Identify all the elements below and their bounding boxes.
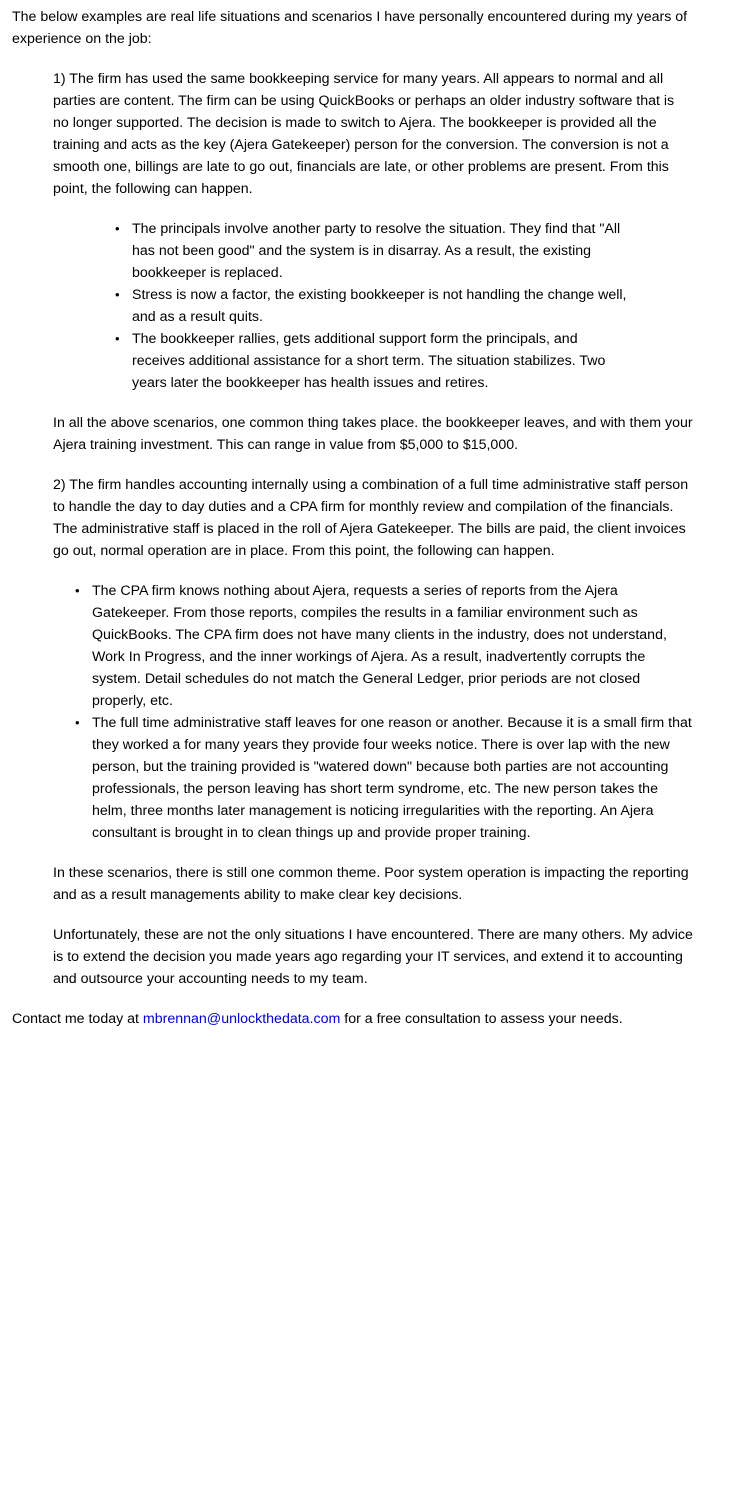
scenario-1-conclusion: In all the above scenarios, one common thing takes place. the bookkeeper leaves, and with them your Ajera training investment. This can range in value from $5,000 to $15,000. bbox=[53, 415, 693, 453]
email-link[interactable]: mbrennan@unlockthedata.com bbox=[142, 1011, 341, 1027]
advice-paragraph: Unfortunately, these are not the only situations I have encountered. There are many others. My advice is to extend the decision you made years ago regarding your IT services, and extend it to accounting and outsource your accounting needs to my team. bbox=[53, 927, 693, 987]
scenario-1-bullet-list bbox=[115, 218, 632, 394]
intro-paragraph: The below examples are real life situations and scenarios I have personally encountered during my years of experience on the job: bbox=[12, 9, 688, 47]
list-item: • The principals involve another party to resolve the situation. They find that "All has not been good" and the system is in disarray. As a result, the existing bookkeeper is replaced. bbox=[132, 218, 632, 284]
bullet-icon: • bbox=[115, 331, 120, 346]
bullet-icon: • bbox=[115, 221, 120, 236]
bullet-icon: • bbox=[75, 715, 80, 730]
list-item: • The bookkeeper rallies, gets additional support form the principals, and receives additional assistance for a short term. The situation stabilizes. Two years later the bookkeeper has health issues and retires. bbox=[132, 328, 632, 394]
document-body bbox=[12, 6, 734, 1030]
list-item: • The full time administrative staff leaves for one reason or another. Because it is a small firm that they worked a for many years they provide four weeks notice. There is over lap with the new person, but the training provided is "watered down" because both parties are not accounting professionals, the person leaving has short term syndrome, etc. The new person takes the helm, three months later management is noticing irregularities with the reporting. An Ajera consultant is brought in to clean things up and provide proper training. bbox=[92, 712, 692, 844]
bullet-icon: • bbox=[115, 287, 120, 302]
scenario-2-bullet-list bbox=[75, 580, 692, 844]
list-item: • The CPA firm knows nothing about Ajera, requests a series of reports from the Ajera Gatekeeper. From those reports, compiles the results in a familiar environment such as QuickBooks. The CPA firm does not have many clients in the industry, does not understand, Work In Progress, and the inner workings of Ajera. As a result, inadvertently corrupts the system. Detail schedules do not match the General Ledger, prior periods are not closed properly, etc. bbox=[92, 580, 692, 712]
scenario-2-paragraph: 2) The firm handles accounting internally using a combination of a full time administrative staff person to handle the day to day duties and a CPA firm for monthly review and compilation of the financials. The administrative staff is placed in the roll of Ajera Gatekeeper. The bills are paid, the client invoices go out, normal operation are in place. From this point, the following can happen. bbox=[53, 477, 689, 559]
list-item: • Stress is now a factor, the existing bookkeeper is not handling the change well, and as a result quits. bbox=[132, 284, 632, 328]
contact-line: Contact me today at mbrennan@unlockthedata.com for a free consultation to assess your needs. bbox=[12, 1011, 623, 1027]
bullet-icon: • bbox=[75, 583, 80, 598]
scenario-2-conclusion: In these scenarios, there is still one common theme. Poor system operation is impacting the reporting and as a result managements ability to make clear key decisions. bbox=[53, 865, 689, 903]
scenario-1-paragraph: 1) The firm has used the same bookkeeping service for many years. All appears to normal and all parties are content. The firm can be using QuickBooks or perhaps an older industry software that is no longer supported. The decision is made to switch to Ajera. The bookkeeper is provided all the training and acts as the key (Ajera Gatekeeper) person for the conversion. The conversion is not a smooth one, billings are late to go out, financials are late, or other problems are present. From this point, the following can happen. bbox=[53, 71, 675, 197]
